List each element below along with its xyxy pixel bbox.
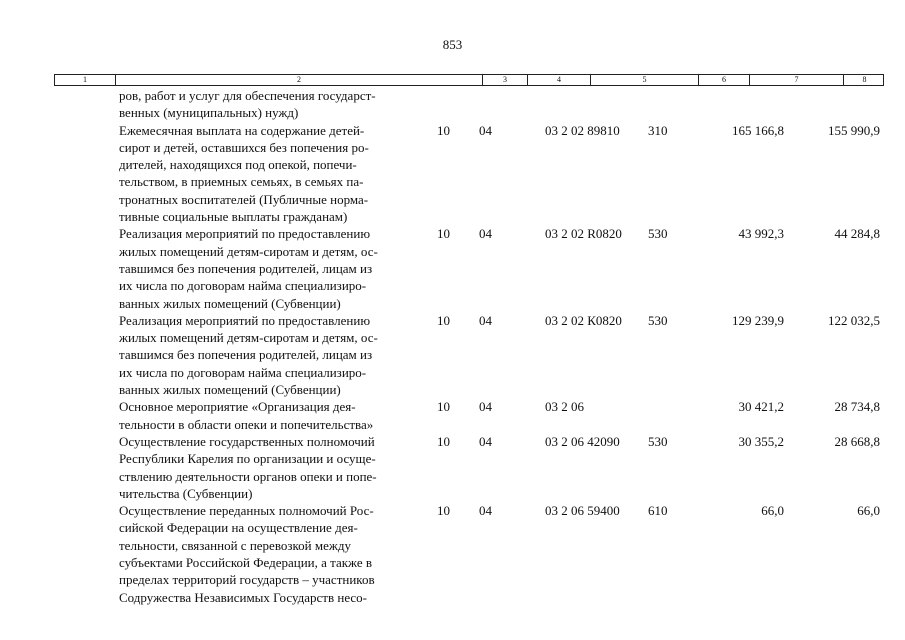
table-row [0,225,905,311]
row-amount-1: 30 355,2 [738,433,784,449]
row-amount-2: 28 668,8 [834,433,880,449]
row-target-code: 03 2 02 R0820 [545,226,622,242]
row-description: Осуществление государственных полномочий Республики Карелия по организации и осуще- ствлению деятельности органов опеки и попе- чительства (Субвенции) [119,433,377,501]
row-expense-type: 530 [648,312,668,328]
row-amount-1: 30 421,2 [738,399,784,415]
row-section: 10 [437,122,450,138]
row-amount-2: 44 284,8 [834,226,880,242]
row-amount-1: 43 992,3 [738,226,784,242]
row-description: Реализация мероприятий по предоставлению жилых помещений детям-сиротам и детям, ос- тавшимся без попечения родителей, лицам из их числа по договорам найма специализиро- ванных жилых помещений (Субвенции) [119,312,378,398]
row-amount-2: 66,0 [857,503,880,519]
row-subsection: 04 [479,312,492,328]
table-row [0,433,905,502]
row-subsection: 04 [479,503,492,519]
header-col-6: 6 [699,75,750,85]
row-description: Основное мероприятие «Организация дея- тельности в области опеки и попечительства» [119,399,374,432]
table-row [0,398,905,433]
row-expense-type: 310 [648,122,668,138]
row-amount-1: 129 239,9 [732,312,784,328]
header-col-1: 1 [55,75,116,85]
row-description: Ежемесячная выплата на содержание детей- сирот и детей, оставшихся без попечения ро- дителей, находящихся под опекой, попечи- тельством, в приемных семьях, в семьях па- тронатных воспитателей (Публичные норма- тивные социальные выплаты гражданам) [119,122,369,225]
row-amount-2: 122 032,5 [828,312,880,328]
row-target-code: 03 2 02 К0820 [545,312,622,328]
row-amount-2: 155 990,9 [828,122,880,138]
row-section: 10 [437,226,450,242]
table-header [54,74,884,86]
row-amount-1: 66,0 [761,503,784,519]
table-row [0,312,905,398]
row-subsection: 04 [479,399,492,415]
header-col-5: 5 [591,75,699,85]
row-description: ров, работ и услуг для обеспечения государст- венных (муниципальных) нужд) [119,88,376,121]
row-expense-type: 610 [648,503,668,519]
row-expense-type: 530 [648,433,668,449]
table-row [0,122,905,226]
header-col-2: 2 [116,75,483,85]
row-section: 10 [437,503,450,519]
row-subsection: 04 [479,433,492,449]
row-expense-type: 530 [648,226,668,242]
table-body [0,87,905,640]
table-row [0,502,905,606]
header-col-3: 3 [483,75,528,85]
row-section: 10 [437,399,450,415]
row-section: 10 [437,433,450,449]
row-target-code: 03 2 06 59400 [545,503,620,519]
row-section: 10 [437,312,450,328]
row-amount-2: 28 734,8 [834,399,880,415]
row-target-code: 03 2 06 42090 [545,433,620,449]
row-target-code: 03 2 02 89810 [545,122,620,138]
header-col-7: 7 [750,75,844,85]
row-amount-1: 165 166,8 [732,122,784,138]
table-row [0,87,905,122]
page-number: 853 [442,37,463,52]
row-subsection: 04 [479,122,492,138]
row-description: Реализация мероприятий по предоставлению жилых помещений детям-сиротам и детям, ос- тавшимся без попечения родителей, лицам из их числа по договорам найма специализиро- ванных жилых помещений (Субвенции) [119,226,378,311]
row-description: Осуществление переданных полномочий Рос- сийской Федерации на осуществление дея- тельности, связанной с перевозкой между субъектами Российской Федерации, а также в пределах территорий государств – участников Содружества Независимых Государств несо- [119,503,375,605]
header-col-4: 4 [528,75,591,85]
row-target-code: 03 2 06 [545,399,584,415]
row-subsection: 04 [479,226,492,242]
header-col-8: 8 [862,75,867,84]
